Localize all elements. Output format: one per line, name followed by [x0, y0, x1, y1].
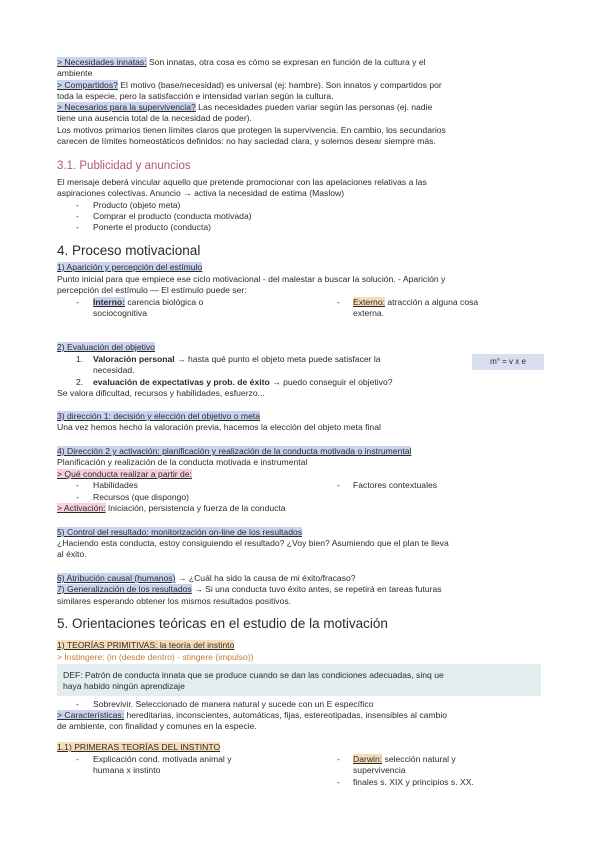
s31-paragraph-1: El mensaje deberá vincular aquello que pretende promocionar con las apelaciones relativas a las — [57, 177, 427, 187]
s4-h4-paragraph: Planificación y realización de la conducta motivada e instrumental — [57, 457, 308, 467]
list-dash: - — [76, 222, 79, 232]
intro-line-1: > Necesidades innatas: Son innatas, otra cosa es cómo se expresan en función de la cultura y el — [57, 57, 426, 67]
s4-heading-7: 7) Generalización de los resultados → Si una conducta tuvo éxito antes, se repetirá en tareas futuras — [57, 584, 442, 594]
s4-h5-paragraph-2: al éxito. — [57, 549, 87, 559]
section-3-1-title: 3.1. Publicidad y anuncios — [57, 160, 191, 172]
s4-heading-2: 2) Evaluación del objetivo — [57, 342, 155, 352]
intro-line-3: > Necesarios para la supervivencia? Las necesidades pueden variar según las personas (ej. nadie — [57, 102, 433, 112]
list-dash: - — [76, 297, 79, 307]
definition-line-2: haya habido ningún aprendizaje — [63, 681, 185, 691]
intro-paragraph-1: Los motivos primarios tienen límites claros que protegen la supervivencia. En cambio, los secundarios — [57, 125, 446, 135]
s31-paragraph-2: aspiraciones colectivas. Anuncio → activa la necesidad de estima (Maslow) — [57, 188, 345, 198]
intro-line-2: > Compartidos? El motivo (base/necesidad) es universal (ej: hambre). Son innatos y compartidos por — [57, 80, 442, 90]
s4-heading-3: 3) dirección 1: decisión y elección del objetivo o meta — [57, 411, 261, 421]
s4-heading-1: 1) Aparición y percepción del estímulo — [57, 262, 203, 272]
s4-heading-6: 6) Atribución causal (humanos) → ¿Cuál ha sido la causa de mi éxito/fracaso? — [57, 573, 356, 583]
stimulus-internal: Interno: carencia biológica o — [93, 297, 204, 307]
s5-left-item-2: humana x instinto — [93, 765, 161, 775]
s4-h3-paragraph: Una vez hemos hecho la valoración previa, hacemos la elección del objeto meta final — [57, 422, 381, 432]
s5-sobrevivir: Sobrevivir. Seleccionado de manera natural y sucede con un E específico — [93, 699, 374, 709]
s31-item-2: Comprar el producto (conducta motivada) — [93, 211, 252, 221]
s5-heading-1-1: 1.1) PRIMERAS TEORÍAS DEL INSTINTO — [57, 742, 221, 752]
list-dash: - — [337, 297, 340, 307]
s5-left-item-1: Explicación cond. motivada animal y — [93, 754, 232, 764]
s5-heading-1: 1) TEORÍAS PRIMITIVAS: la teoría del instinto — [57, 640, 235, 650]
stimulus-external-2: externa. — [353, 308, 385, 318]
list-dash: - — [76, 492, 79, 502]
h4-item-right: Factores contextuales — [353, 480, 438, 490]
list-number: 2. — [76, 377, 84, 387]
formula-box: m° = v x e — [472, 354, 544, 370]
list-dash: - — [76, 200, 79, 210]
evaluation-item-1: Valoración personal → hasta qué punto el objeto meta puede satisfacer la — [93, 354, 381, 364]
definition-line-1: DEF: Patrón de conducta innata que se produce cuando se dan las condiciones adecuadas, sinq ue — [63, 670, 444, 680]
list-dash: - — [76, 754, 79, 764]
list-dash: - — [337, 777, 340, 787]
section-4-title: 4. Proceso motivacional — [57, 243, 201, 258]
list-dash: - — [76, 480, 79, 490]
s4-h1-paragraph-2: percepción del estímulo — El estímulo puede ser: — [57, 285, 247, 295]
s4-h2-paragraph: Se valora dificultad, recursos y habilidades, esfuerzo... — [57, 388, 265, 398]
intro-paragraph-2: carecen de límites homeostáticos definidos: no hay saciedad clara, y solemos desear siempre más. — [57, 136, 436, 146]
s5-darwin-2: supervivencia — [353, 765, 406, 775]
intro-line-2b: toda la especie, pero la satisfacción e intensidad varían según la cultura. — [57, 91, 334, 101]
stimulus-external: Externo: atracción a alguna cosa — [353, 297, 479, 307]
h4-item-left-1: Habilidades — [93, 480, 138, 490]
s4-heading-4: 4) Dirección 2 y activación: planificación y realización de la conducta motivada o instrumental — [57, 446, 412, 456]
s5-darwin: Darwin: selección natural y — [353, 754, 456, 764]
s31-item-1: Producto (objeto meta) — [93, 200, 181, 210]
s5-characteristics-2: de ambiente, con finalidad y comunes en la especie. — [57, 721, 257, 731]
stimulus-internal-2: sociocognitiva — [93, 308, 147, 318]
s31-item-3: Ponerte el producto (conducta) — [93, 222, 211, 232]
s4-h1-paragraph-1: Punto inicial para que empiece ese ciclo motivacional - del malestar a buscar la solución. - Aparición y — [57, 274, 446, 284]
list-dash: - — [76, 699, 79, 709]
intro-line-3b: tiene una ausencia total de la necesidad de poder). — [57, 113, 252, 123]
section-5-title: 5. Orientaciones teóricas en el estudio de la motivación — [57, 616, 388, 631]
s5-finales: finales s. XIX y principios s. XX. — [353, 777, 474, 787]
s4-heading-5: 5) Control del resultado: monitorización on-line de los resultados — [57, 527, 303, 537]
list-dash: - — [76, 211, 79, 221]
intro-line-1b: ambiente — [57, 68, 93, 78]
evaluation-item-2: evaluación de expectativas y prob. de éxito → puedo conseguir el objetivo? — [93, 377, 393, 387]
s4-h5-paragraph-1: ¿Haciendo esta conducta, estoy consiguiendo el resultado? ¿Voy bien? Asumiendo que el plan te lleva — [57, 538, 449, 548]
evaluation-item-1b: necesidad. — [93, 365, 135, 375]
list-dash: - — [337, 754, 340, 764]
s5-characteristics: > Características: hereditarias, inconscientes, automáticas, fijas, estereotipadas, insensibles al cambio — [57, 710, 448, 720]
s5-h1-sub: > Instingere: (in (desde dentro) - stingere (impulso)) — [57, 652, 254, 662]
list-dash: - — [337, 480, 340, 490]
list-number: 1. — [76, 354, 84, 364]
s4-h4-activation: > Activación: Iniciación, persistencia y fuerza de la conducta — [57, 503, 286, 513]
s4-h7-paragraph: similares esperando obtener los mismos resultados positivos. — [57, 596, 292, 606]
s4-h4-question: > Qué conducta realizar a partir de: — [57, 469, 192, 479]
h4-item-left-2: Recursos (que dispongo) — [93, 492, 190, 502]
